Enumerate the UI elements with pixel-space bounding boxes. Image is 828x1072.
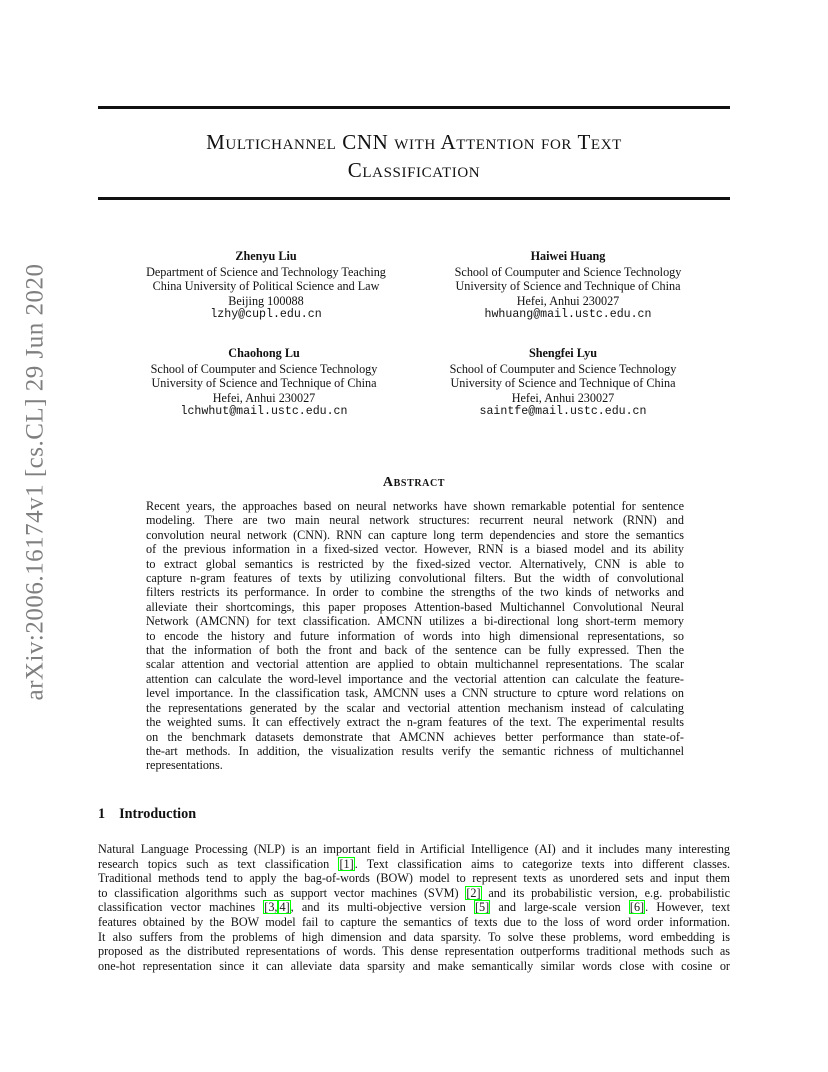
abstract-line: filters restricts its performance. In order to combine the strengths of the two kinds of networks and [146, 585, 684, 600]
abstract-line: the-art methods. In addition, the visualization results verify the semantic richness of multichannel [146, 743, 684, 758]
citation-link[interactable]: 4] [279, 900, 290, 915]
abstract-line: alleviate their shortcomings, this paper proposes Attention-based Multichannel Convolutional Neural [146, 599, 684, 614]
author-email[interactable]: lchwhut@mail.ustc.edu.cn [180, 405, 348, 419]
intro-line: features obtained by the BOW model fail to capture the semantics of texts due to the loss of word order information. [98, 914, 730, 929]
author-block [418, 249, 718, 323]
intro-text: , and its multi-objective version [290, 900, 474, 915]
abstract-line: convolution neural network (CNN). RNN can capture long term dependencies and store the semantics [146, 527, 684, 542]
intro-line: one-hot representation since it can alleviate data sparsity and make semantically similar words close with cosine or [98, 958, 730, 973]
citation-link[interactable]: [6] [629, 900, 645, 915]
intro-text: classification vector machines [98, 900, 264, 915]
arxiv-identifier-text: arXiv:2006.16174v1 [cs.CL] 29 Jun 2020 [22, 263, 49, 701]
abstract-line: attention can calculate the word-level importance and the vectorial attention can calculate the feature- [146, 671, 684, 686]
intro-text: . Text classification aims to categorize texts into different classes. [354, 856, 730, 871]
intro-line: It also suffers from the problems of high dimension and data sparsity. To solve these problems, word embedding is [98, 929, 730, 944]
intro-line: Traditional methods tend to apply the bag-of-words (BOW) model to represent texts as unordered sets and input them [98, 871, 730, 886]
abstract-line: Network (AMCNN) for text classification. AMCNN utilizes a bi-directional long short-term memory [146, 614, 684, 629]
intro-text: to classification algorithms such as support vector machines (SVM) [98, 885, 466, 900]
paper-title-line-1: Multichannel CNN with Attention for Text [206, 130, 622, 154]
author-affiliation-line: Hefei, Anhui 230027 [212, 390, 316, 405]
abstract-line: the representations generated by the scalar and vectorial attention mechanism instead of calculating [146, 700, 684, 715]
title-rule-top [98, 106, 730, 109]
author-affiliation-line: School of Coumputer and Science Technology [449, 361, 677, 376]
author-affiliation-line: Hefei, Anhui 230027 [516, 293, 620, 308]
author-name: Haiwei Huang [530, 249, 606, 263]
author-email[interactable]: saintfe@mail.ustc.edu.cn [479, 405, 647, 419]
author-affiliation-line: University of Science and Technique of China [450, 376, 676, 391]
author-affiliation-line: China University of Political Science and Law [152, 279, 380, 294]
abstract-body [146, 499, 684, 773]
author-affiliation-line: University of Science and Technique of China [455, 279, 681, 294]
citation-link[interactable]: [1] [339, 856, 354, 871]
section-title: Introduction [119, 806, 197, 822]
section-heading-introduction [98, 806, 196, 823]
intro-text: research topics such as text classification [98, 856, 339, 871]
author-affiliation-line: School of Coumputer and Science Technology [150, 361, 378, 376]
introduction-paragraph [98, 842, 730, 973]
paper-title-line-2: Classification [347, 158, 481, 182]
abstract-line: level importance. In the classification task, AMCNN uses a CNN structure to cpture word relations on [146, 686, 684, 701]
author-affiliation-line: Beijing 100088 [228, 293, 304, 308]
abstract-line: that the information of both the front and back of the sentence can be fully expressed. Then the [146, 643, 684, 658]
arxiv-identifier-stamp [16, 263, 56, 701]
abstract-line: scalar attention and vectorial attention are applied to obtain multichannel representations. The scalar [146, 657, 684, 672]
abstract-line: the weighted sums. It can effectively extract the n-gram features of the text. The experimental results [146, 715, 684, 730]
citation-link[interactable]: [5] [474, 900, 490, 915]
abstract-line: capture n-gram features of texts by utilizing convolutional filters. But the width of convolutional [146, 571, 684, 586]
abstract-heading: Abstract [382, 475, 446, 490]
author-email[interactable]: lzhy@cupl.edu.cn [210, 308, 322, 322]
author-affiliation-line: Department of Science and Technology Teaching [146, 264, 386, 279]
intro-line: proposed as the distributed representations of words. This dense representation outperforms traditional methods such as [98, 944, 730, 959]
author-name: Zhenyu Liu [235, 249, 297, 263]
author-affiliation-line: University of Science and Technique of China [151, 376, 377, 391]
intro-line [98, 886, 730, 901]
abstract-line: to extract global semantics is restricted by the fixed-sized vector. Alternatively, CNN is able to [146, 556, 684, 571]
paper-title [98, 128, 730, 184]
intro-text: . However, text [645, 900, 730, 915]
section-number: 1 [98, 806, 106, 822]
citation-link[interactable]: [2] [466, 885, 481, 900]
abstract-line: of the previous information in a fixed-sized vector. However, RNN is a biased model and its ability [146, 542, 684, 557]
author-email[interactable]: hwhuang@mail.ustc.edu.cn [484, 308, 652, 322]
abstract-line: on the benchmark datasets demonstrate that AMCNN achieves better performance than state-of- [146, 729, 684, 744]
author-affiliation-line: Hefei, Anhui 230027 [511, 390, 615, 405]
author-name: Chaohong Lu [228, 346, 300, 360]
title-rule-bottom [98, 197, 730, 200]
abstract-line: representations. [146, 758, 223, 773]
author-block [413, 346, 713, 420]
intro-line [98, 900, 730, 915]
abstract-line: Recent years, the approaches based on neural networks have shown remarkable potential for sentence [146, 499, 684, 513]
intro-line: Natural Language Processing (NLP) is an important field in Artificial Intelligence (AI) and it includes many interesting [98, 842, 730, 856]
intro-text: and large-scale version [490, 900, 629, 915]
author-block [114, 346, 414, 420]
author-name: Shengfei Lyu [528, 346, 598, 360]
author-affiliation-line: School of Coumputer and Science Technology [454, 264, 682, 279]
intro-text: and its probabilistic version, e.g. probabilistic [481, 885, 730, 900]
author-block [116, 249, 416, 323]
abstract-line: to encode the history and future information of words into high dimensional representations, so [146, 628, 684, 643]
intro-line [98, 857, 730, 872]
abstract-line: modeling. There are two main neural network structures: recurrent neural network (RNN) and [146, 513, 684, 528]
citation-link[interactable]: [3, [264, 900, 278, 915]
